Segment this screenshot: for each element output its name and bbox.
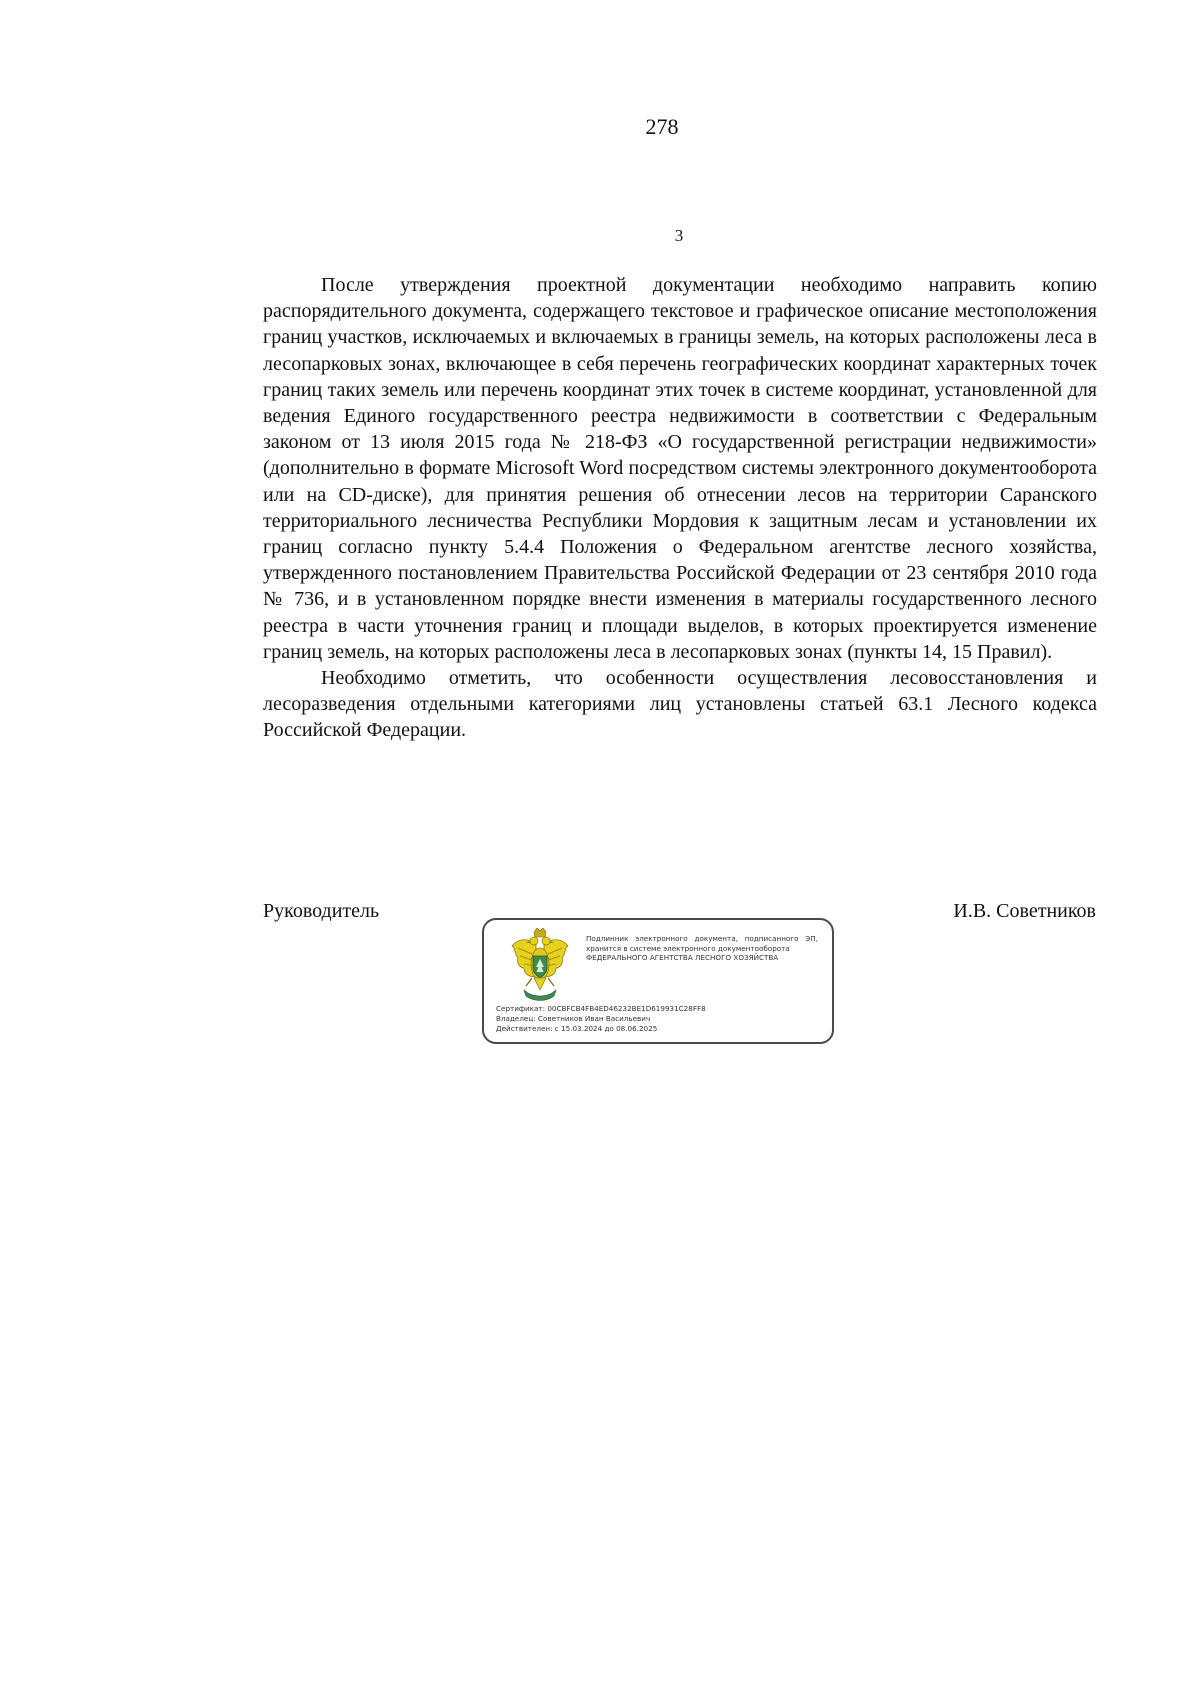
- paragraph: После утверждения проектной документации необходимо направить копию распорядительного документа, содержащего текстовое и графическое описание местоположения границ участков, исключаемых и включаемых в границы земель, на которых расположены леса в лесопарковых зонах, включающее в себя перечень географических координат характерных точек границ таких земель или перечень координат этих точек в системе координат, установленной для ведения Единого государственного реестра недвижимости в соответствии с Федеральным законом от 13 июля 2015 года № 218-ФЗ «О государственной регистрации недвижимости» (дополнительно в формате Microsoft Word посредством системы электронного документооборота или на CD-диске), для принятия решения об отнесении лесов на территории Саранского территориального лесничества Республики Мордовия к защитным лесам и установлении их границ согласно пункту 5.4.4 Положения о Федеральном агентстве лесного хозяйства, утвержденного постановлением Правительства Российской Федерации от 23 сентября 2010 года № 736, и в установленном порядке внести изменения в материалы государственного лесного реестра в части уточнения границ и площади выделов, в которых проектируется изменение границ земель, на которых расположены леса в лесопарковых зонах (пункты 14, 15 Правил).: [263, 274, 1097, 663]
- document-body: [263, 272, 1097, 744]
- signatory-name: И.В. Советников: [953, 900, 1096, 922]
- stamp-organization: ФЕДЕРАЛЬНОГО АГЕНТСТВА ЛЕСНОГО ХОЗЯЙСТВА: [586, 953, 779, 963]
- signatory-position: Руководитель: [263, 900, 380, 922]
- paragraph: Необходимо отметить, что особенности осуществления лесовосстановления и лесоразведения отдельными категориями лиц установлены статьей 63.1 Лесного кодекса Российской Федерации.: [263, 667, 1097, 742]
- stamp-certificate: Сертификат: 00CBFCB4FB4ED46232BE1D619931C28FF8: [496, 1004, 706, 1013]
- stamp-notice-text: Подлинник электронного документа, подписанного ЭП, хранится в системе электронного документооборота: [586, 934, 818, 953]
- stamp-details: [496, 1004, 826, 1034]
- coat-of-arms-eagle-icon: [510, 928, 570, 1004]
- inner-page-number: 3: [674, 226, 684, 245]
- electronic-signature-stamp: [482, 918, 834, 1044]
- stamp-notice: [586, 934, 818, 963]
- stamp-validity: Действителен: с 15.03.2024 до 08.06.2025: [496, 1024, 658, 1033]
- page-number: 278: [645, 114, 679, 139]
- stamp-owner: Владелец: Советников Иван Васильевич: [496, 1014, 651, 1023]
